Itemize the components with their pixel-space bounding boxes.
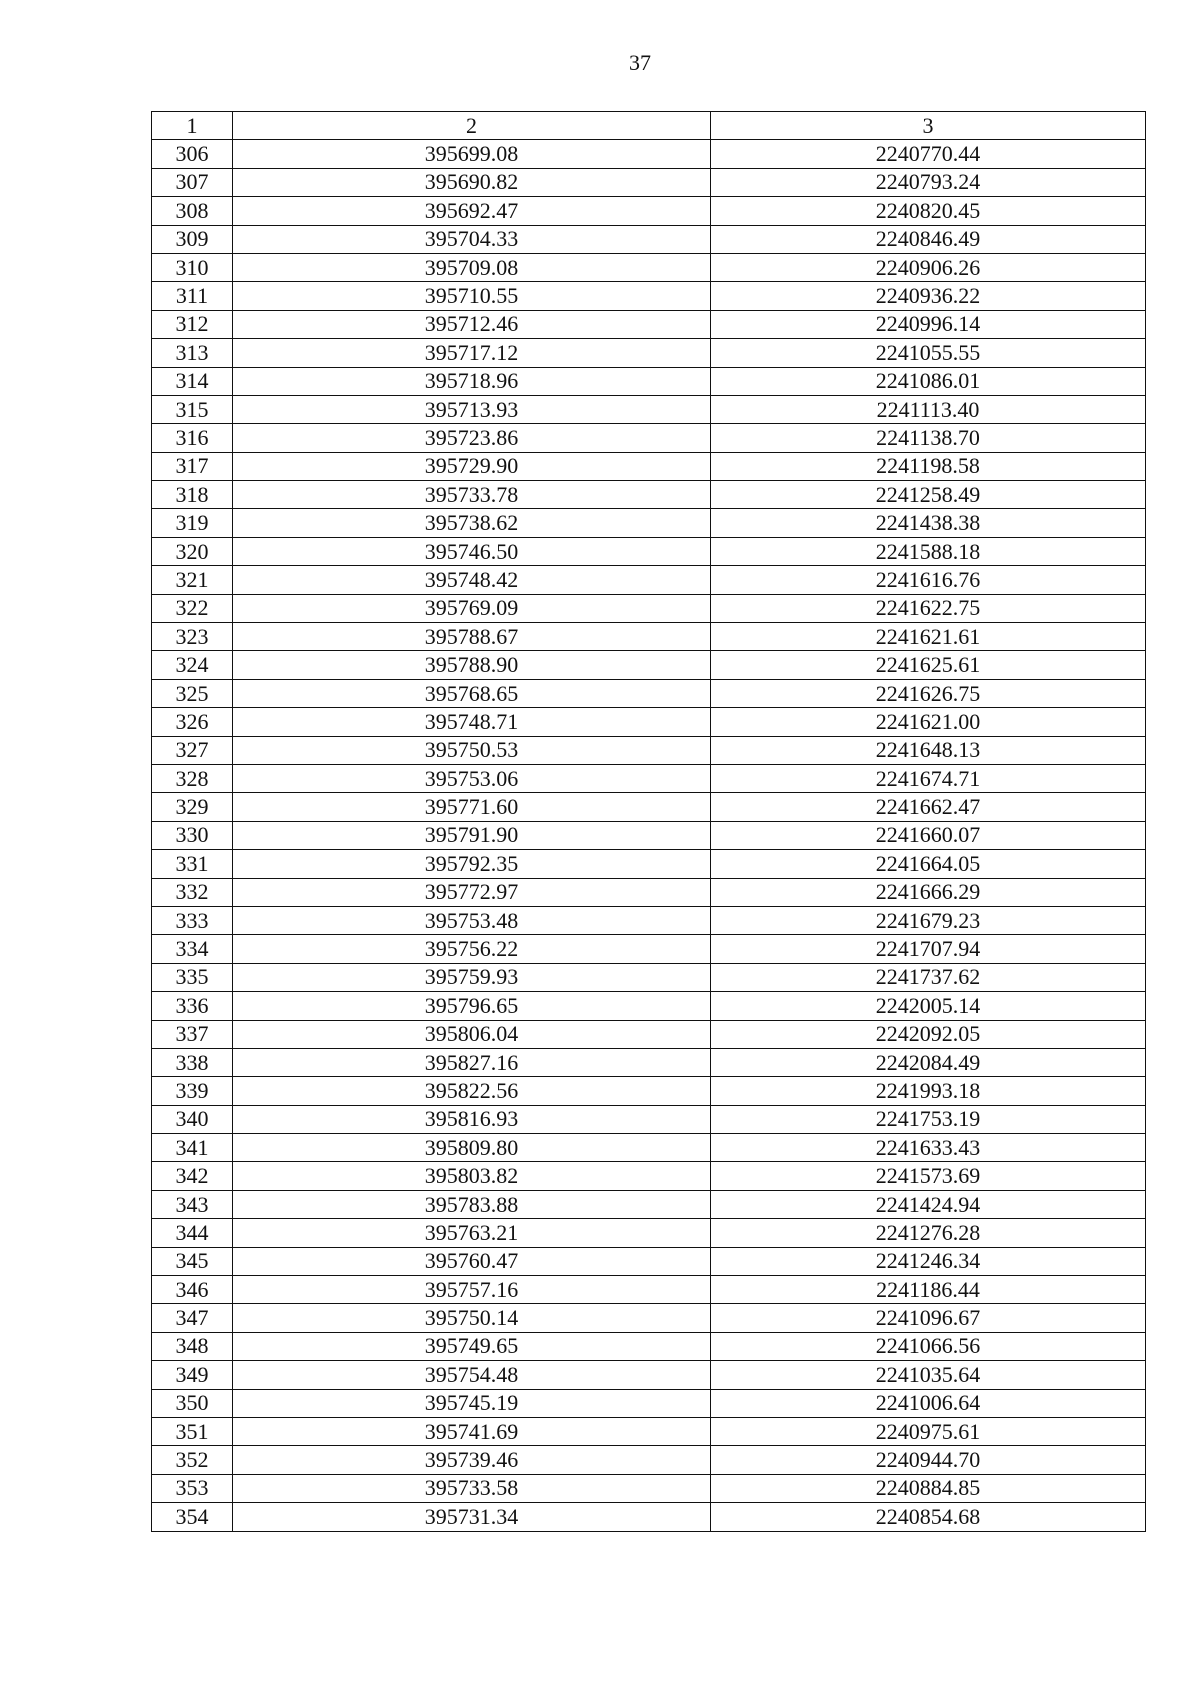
y-coordinate-cell: 2240975.61	[711, 1417, 1146, 1445]
point-number-cell: 345	[152, 1247, 233, 1275]
table-row	[152, 509, 1146, 537]
x-coordinate-cell: 395718.96	[233, 367, 711, 395]
table-row	[152, 679, 1146, 707]
y-coordinate-cell: 2241066.56	[711, 1332, 1146, 1360]
point-number-cell: 326	[152, 708, 233, 736]
point-number-cell: 351	[152, 1417, 233, 1445]
y-coordinate-cell: 2241198.58	[711, 452, 1146, 480]
table-row	[152, 992, 1146, 1020]
table-row	[152, 1247, 1146, 1275]
table-row	[152, 1105, 1146, 1133]
table-row	[152, 1417, 1146, 1445]
table-row	[152, 424, 1146, 452]
x-coordinate-cell: 395733.58	[233, 1474, 711, 1502]
y-coordinate-cell: 2241622.75	[711, 594, 1146, 622]
table-row	[152, 1134, 1146, 1162]
y-coordinate-cell: 2241753.19	[711, 1105, 1146, 1133]
x-coordinate-cell: 395733.78	[233, 481, 711, 509]
table-row	[152, 481, 1146, 509]
table-row	[152, 651, 1146, 679]
x-coordinate-cell: 395768.65	[233, 679, 711, 707]
point-number-cell: 310	[152, 253, 233, 281]
y-coordinate-cell: 2240944.70	[711, 1446, 1146, 1474]
x-coordinate-cell: 395750.53	[233, 736, 711, 764]
point-number-cell: 353	[152, 1474, 233, 1502]
y-coordinate-cell: 2240936.22	[711, 282, 1146, 310]
x-coordinate-cell: 395713.93	[233, 395, 711, 423]
x-coordinate-cell: 395769.09	[233, 594, 711, 622]
point-number-cell: 319	[152, 509, 233, 537]
point-number-cell: 349	[152, 1361, 233, 1389]
point-number-cell: 333	[152, 906, 233, 934]
y-coordinate-cell: 2242005.14	[711, 992, 1146, 1020]
y-coordinate-cell: 2241666.29	[711, 878, 1146, 906]
table-row	[152, 395, 1146, 423]
x-coordinate-cell: 395772.97	[233, 878, 711, 906]
table-row	[152, 1332, 1146, 1360]
table-body	[152, 140, 1146, 1531]
table-row	[152, 1503, 1146, 1531]
x-coordinate-cell: 395816.93	[233, 1105, 711, 1133]
x-coordinate-cell: 395704.33	[233, 225, 711, 253]
x-coordinate-cell: 395827.16	[233, 1048, 711, 1076]
point-number-cell: 352	[152, 1446, 233, 1474]
coordinates-table	[151, 111, 1146, 1532]
point-number-cell: 321	[152, 566, 233, 594]
table-row	[152, 1276, 1146, 1304]
x-coordinate-cell: 395723.86	[233, 424, 711, 452]
point-number-cell: 306	[152, 140, 233, 168]
point-number-cell: 313	[152, 339, 233, 367]
x-coordinate-cell: 395783.88	[233, 1190, 711, 1218]
y-coordinate-cell: 2241035.64	[711, 1361, 1146, 1389]
x-coordinate-cell: 395806.04	[233, 1020, 711, 1048]
x-coordinate-cell: 395739.46	[233, 1446, 711, 1474]
y-coordinate-cell: 2242084.49	[711, 1048, 1146, 1076]
x-coordinate-cell: 395753.06	[233, 764, 711, 792]
y-coordinate-cell: 2241258.49	[711, 481, 1146, 509]
x-coordinate-cell: 395763.21	[233, 1219, 711, 1247]
x-coordinate-cell: 395803.82	[233, 1162, 711, 1190]
table-row	[152, 452, 1146, 480]
table-row	[152, 537, 1146, 565]
point-number-cell: 350	[152, 1389, 233, 1417]
y-coordinate-cell: 2241679.23	[711, 906, 1146, 934]
point-number-cell: 311	[152, 282, 233, 310]
x-coordinate-cell: 395788.90	[233, 651, 711, 679]
table-row	[152, 821, 1146, 849]
y-coordinate-cell: 2241664.05	[711, 850, 1146, 878]
x-coordinate-cell: 395796.65	[233, 992, 711, 1020]
y-coordinate-cell: 2240846.49	[711, 225, 1146, 253]
y-coordinate-cell: 2241616.76	[711, 566, 1146, 594]
point-number-cell: 337	[152, 1020, 233, 1048]
x-coordinate-cell: 395754.48	[233, 1361, 711, 1389]
x-coordinate-cell: 395792.35	[233, 850, 711, 878]
table-row	[152, 225, 1146, 253]
point-number-cell: 327	[152, 736, 233, 764]
table-row	[152, 1304, 1146, 1332]
table-row	[152, 168, 1146, 196]
x-coordinate-cell: 395791.90	[233, 821, 711, 849]
x-coordinate-cell: 395738.62	[233, 509, 711, 537]
point-number-cell: 316	[152, 424, 233, 452]
y-coordinate-cell: 2240793.24	[711, 168, 1146, 196]
table-row	[152, 1190, 1146, 1218]
point-number-cell: 335	[152, 963, 233, 991]
y-coordinate-cell: 2241993.18	[711, 1077, 1146, 1105]
point-number-cell: 315	[152, 395, 233, 423]
table-row	[152, 1020, 1146, 1048]
y-coordinate-cell: 2241621.00	[711, 708, 1146, 736]
y-coordinate-cell: 2241633.43	[711, 1134, 1146, 1162]
table-row	[152, 1446, 1146, 1474]
x-coordinate-cell: 395710.55	[233, 282, 711, 310]
y-coordinate-cell: 2241138.70	[711, 424, 1146, 452]
y-coordinate-cell: 2241086.01	[711, 367, 1146, 395]
x-coordinate-cell: 395749.65	[233, 1332, 711, 1360]
point-number-cell: 312	[152, 310, 233, 338]
point-number-cell: 354	[152, 1503, 233, 1531]
y-coordinate-cell: 2241625.61	[711, 651, 1146, 679]
table-row	[152, 1162, 1146, 1190]
y-coordinate-cell: 2242092.05	[711, 1020, 1146, 1048]
point-number-cell: 307	[152, 168, 233, 196]
point-number-cell: 338	[152, 1048, 233, 1076]
x-coordinate-cell: 395692.47	[233, 197, 711, 225]
table-row	[152, 594, 1146, 622]
x-coordinate-cell: 395731.34	[233, 1503, 711, 1531]
x-coordinate-cell: 395699.08	[233, 140, 711, 168]
point-number-cell: 343	[152, 1190, 233, 1218]
x-coordinate-cell: 395690.82	[233, 168, 711, 196]
x-coordinate-cell: 395746.50	[233, 537, 711, 565]
table-row	[152, 282, 1146, 310]
table-row	[152, 878, 1146, 906]
table-row	[152, 708, 1146, 736]
table-row	[152, 850, 1146, 878]
y-coordinate-cell: 2241573.69	[711, 1162, 1146, 1190]
x-coordinate-cell: 395709.08	[233, 253, 711, 281]
point-number-cell: 330	[152, 821, 233, 849]
point-number-cell: 342	[152, 1162, 233, 1190]
y-coordinate-cell: 2241648.13	[711, 736, 1146, 764]
y-coordinate-cell: 2241621.61	[711, 623, 1146, 651]
point-number-cell: 309	[152, 225, 233, 253]
table-row	[152, 367, 1146, 395]
y-coordinate-cell: 2241006.64	[711, 1389, 1146, 1417]
point-number-cell: 344	[152, 1219, 233, 1247]
x-coordinate-cell: 395712.46	[233, 310, 711, 338]
point-number-cell: 334	[152, 935, 233, 963]
table-row	[152, 1389, 1146, 1417]
table-row	[152, 736, 1146, 764]
header-cell-1: 1	[152, 112, 233, 140]
table-row	[152, 963, 1146, 991]
x-coordinate-cell: 395717.12	[233, 339, 711, 367]
y-coordinate-cell: 2241096.67	[711, 1304, 1146, 1332]
point-number-cell: 329	[152, 793, 233, 821]
point-number-cell: 325	[152, 679, 233, 707]
point-number-cell: 322	[152, 594, 233, 622]
y-coordinate-cell: 2241438.38	[711, 509, 1146, 537]
x-coordinate-cell: 395809.80	[233, 1134, 711, 1162]
table-row	[152, 566, 1146, 594]
x-coordinate-cell: 395745.19	[233, 1389, 711, 1417]
x-coordinate-cell: 395748.42	[233, 566, 711, 594]
y-coordinate-cell: 2241246.34	[711, 1247, 1146, 1275]
point-number-cell: 328	[152, 764, 233, 792]
table-row	[152, 310, 1146, 338]
x-coordinate-cell: 395750.14	[233, 1304, 711, 1332]
table-row	[152, 1219, 1146, 1247]
header-cell-2: 2	[233, 112, 711, 140]
header-row	[152, 112, 1146, 140]
table-row	[152, 253, 1146, 281]
y-coordinate-cell: 2241674.71	[711, 764, 1146, 792]
point-number-cell: 318	[152, 481, 233, 509]
x-coordinate-cell: 395788.67	[233, 623, 711, 651]
table-row	[152, 1077, 1146, 1105]
y-coordinate-cell: 2241737.62	[711, 963, 1146, 991]
page-number: 37	[629, 50, 651, 75]
point-number-cell: 336	[152, 992, 233, 1020]
y-coordinate-cell: 2240854.68	[711, 1503, 1146, 1531]
point-number-cell: 323	[152, 623, 233, 651]
y-coordinate-cell: 2241626.75	[711, 679, 1146, 707]
y-coordinate-cell: 2241660.07	[711, 821, 1146, 849]
x-coordinate-cell: 395757.16	[233, 1276, 711, 1304]
y-coordinate-cell: 2241707.94	[711, 935, 1146, 963]
x-coordinate-cell: 395729.90	[233, 452, 711, 480]
point-number-cell: 317	[152, 452, 233, 480]
x-coordinate-cell: 395760.47	[233, 1247, 711, 1275]
point-number-cell: 339	[152, 1077, 233, 1105]
y-coordinate-cell: 2240996.14	[711, 310, 1146, 338]
table-row	[152, 623, 1146, 651]
y-coordinate-cell: 2241055.55	[711, 339, 1146, 367]
table-row	[152, 764, 1146, 792]
point-number-cell: 308	[152, 197, 233, 225]
x-coordinate-cell: 395771.60	[233, 793, 711, 821]
x-coordinate-cell: 395741.69	[233, 1417, 711, 1445]
x-coordinate-cell: 395759.93	[233, 963, 711, 991]
table-row	[152, 1361, 1146, 1389]
y-coordinate-cell: 2240770.44	[711, 140, 1146, 168]
table-row	[152, 935, 1146, 963]
point-number-cell: 320	[152, 537, 233, 565]
point-number-cell: 331	[152, 850, 233, 878]
table-row	[152, 1048, 1146, 1076]
point-number-cell: 340	[152, 1105, 233, 1133]
table-row	[152, 339, 1146, 367]
y-coordinate-cell: 2241276.28	[711, 1219, 1146, 1247]
y-coordinate-cell: 2241186.44	[711, 1276, 1146, 1304]
table-row	[152, 140, 1146, 168]
point-number-cell: 332	[152, 878, 233, 906]
point-number-cell: 314	[152, 367, 233, 395]
point-number-cell: 346	[152, 1276, 233, 1304]
x-coordinate-cell: 395748.71	[233, 708, 711, 736]
x-coordinate-cell: 395753.48	[233, 906, 711, 934]
table-row	[152, 197, 1146, 225]
table-row	[152, 906, 1146, 934]
point-number-cell: 348	[152, 1332, 233, 1360]
x-coordinate-cell: 395756.22	[233, 935, 711, 963]
table-row	[152, 1474, 1146, 1502]
y-coordinate-cell: 2241113.40	[711, 395, 1146, 423]
x-coordinate-cell: 395822.56	[233, 1077, 711, 1105]
point-number-cell: 324	[152, 651, 233, 679]
y-coordinate-cell: 2240906.26	[711, 253, 1146, 281]
y-coordinate-cell: 2240820.45	[711, 197, 1146, 225]
y-coordinate-cell: 2240884.85	[711, 1474, 1146, 1502]
y-coordinate-cell: 2241588.18	[711, 537, 1146, 565]
y-coordinate-cell: 2241662.47	[711, 793, 1146, 821]
point-number-cell: 347	[152, 1304, 233, 1332]
table-row	[152, 793, 1146, 821]
point-number-cell: 341	[152, 1134, 233, 1162]
y-coordinate-cell: 2241424.94	[711, 1190, 1146, 1218]
header-cell-3: 3	[711, 112, 1146, 140]
